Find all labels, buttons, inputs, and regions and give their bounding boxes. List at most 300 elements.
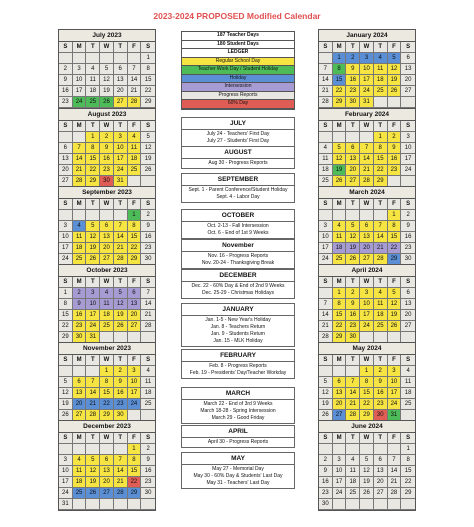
day-cell: 31 bbox=[59, 499, 73, 510]
weekday-label: F bbox=[388, 355, 402, 366]
day-cell: 20 bbox=[333, 399, 347, 410]
month-4 bbox=[58, 342, 156, 422]
day-cell: 18 bbox=[128, 154, 142, 165]
day-cell: 20 bbox=[346, 165, 360, 176]
day-cell: 14 bbox=[141, 299, 155, 310]
day-cell: 14 bbox=[86, 388, 100, 399]
panel-line: May 30 - 60% Day & Students' Last Day bbox=[193, 473, 283, 479]
day-cell: 16 bbox=[141, 232, 155, 243]
day-cell: 15 bbox=[388, 232, 402, 243]
day-cell: 29 bbox=[333, 97, 347, 108]
day-cell: 18 bbox=[86, 86, 100, 97]
day-cell: 3 bbox=[128, 366, 142, 377]
day-cell: 26 bbox=[59, 410, 73, 421]
month-title: September 2023 bbox=[59, 187, 155, 199]
panel-text bbox=[182, 186, 294, 202]
weekday-label: T bbox=[374, 199, 388, 210]
panel-line: Jan. 15 - MLK Holiday bbox=[213, 338, 263, 344]
ledger-row: Intersession bbox=[182, 83, 294, 92]
day-cell: 14 bbox=[114, 466, 128, 477]
day-cell: 4 bbox=[73, 455, 87, 466]
day-cell: 29 bbox=[59, 332, 73, 343]
weekday-label: W bbox=[100, 199, 114, 210]
day-cell: 11 bbox=[86, 75, 100, 86]
empty-cell bbox=[374, 444, 388, 455]
day-cell: 21 bbox=[86, 399, 100, 410]
day-cell: 26 bbox=[319, 410, 333, 421]
day-cell: 3 bbox=[401, 132, 415, 143]
day-cell: 8 bbox=[360, 377, 374, 388]
day-cell: 17 bbox=[333, 477, 347, 488]
day-cell: 15 bbox=[374, 154, 388, 165]
day-cell: 24 bbox=[73, 97, 87, 108]
day-cell: 22 bbox=[59, 321, 73, 332]
day-cell: 20 bbox=[114, 86, 128, 97]
day-cell: 19 bbox=[319, 399, 333, 410]
day-cell: 6 bbox=[59, 143, 73, 154]
day-cell: 27 bbox=[100, 254, 114, 265]
day-cell: 16 bbox=[100, 154, 114, 165]
month-9 bbox=[318, 264, 416, 344]
weekday-label: S bbox=[319, 199, 333, 210]
day-cell: 3 bbox=[360, 53, 374, 64]
weekday-label: S bbox=[319, 42, 333, 53]
empty-cell bbox=[100, 210, 114, 221]
day-cell: 6 bbox=[401, 288, 415, 299]
weekday-label: T bbox=[346, 433, 360, 444]
empty-cell bbox=[333, 444, 347, 455]
day-cell: 25 bbox=[141, 399, 155, 410]
day-cell: 28 bbox=[114, 488, 128, 499]
day-cell: 3 bbox=[73, 64, 87, 75]
day-cell: 25 bbox=[333, 254, 347, 265]
day-cell: 2 bbox=[141, 210, 155, 221]
weekday-label: T bbox=[86, 355, 100, 366]
day-cell: 17 bbox=[114, 154, 128, 165]
day-cell: 27 bbox=[346, 176, 360, 187]
day-cell: 4 bbox=[141, 366, 155, 377]
day-cell: 5 bbox=[59, 377, 73, 388]
day-cell: 6 bbox=[333, 377, 347, 388]
day-cell: 22 bbox=[128, 477, 142, 488]
panel-line: April 30 - Progress Reports bbox=[207, 439, 269, 445]
day-cell: 23 bbox=[388, 165, 402, 176]
day-cell: 15 bbox=[141, 75, 155, 86]
month-title: December 2023 bbox=[59, 421, 155, 433]
empty-cell bbox=[59, 444, 73, 455]
panel-header: OCTOBER bbox=[182, 210, 294, 222]
day-cell: 12 bbox=[100, 75, 114, 86]
day-cell: 30 bbox=[319, 499, 333, 510]
weekday-label: M bbox=[333, 121, 347, 132]
day-cell: 21 bbox=[73, 165, 87, 176]
empty-cell bbox=[333, 499, 347, 510]
day-cell: 27 bbox=[401, 86, 415, 97]
day-cell: 29 bbox=[128, 488, 142, 499]
day-cell: 25 bbox=[374, 86, 388, 97]
day-cell: 13 bbox=[374, 466, 388, 477]
panel-header: APRIL bbox=[182, 426, 294, 438]
panel-line: Nov. 20-24 - Thanksgiving Break bbox=[201, 260, 275, 266]
day-cell: 29 bbox=[360, 410, 374, 421]
day-cell: 3 bbox=[360, 288, 374, 299]
empty-cell bbox=[319, 132, 333, 143]
day-cell: 17 bbox=[388, 388, 402, 399]
day-cell: 18 bbox=[346, 477, 360, 488]
weekday-label: T bbox=[114, 121, 128, 132]
weekday-label: S bbox=[319, 355, 333, 366]
day-cell: 13 bbox=[333, 388, 347, 399]
panel-header: November bbox=[182, 240, 294, 252]
weekday-label: T bbox=[86, 42, 100, 53]
day-cell: 5 bbox=[388, 53, 402, 64]
day-cell: 10 bbox=[360, 299, 374, 310]
weekday-label: S bbox=[401, 277, 415, 288]
day-cell: 22 bbox=[141, 86, 155, 97]
empty-cell bbox=[114, 210, 128, 221]
empty-cell bbox=[319, 366, 333, 377]
month-title: March 2024 bbox=[319, 187, 415, 199]
day-cell: 28 bbox=[346, 410, 360, 421]
day-cell: 25 bbox=[73, 488, 87, 499]
day-cell: 24 bbox=[128, 399, 142, 410]
empty-cell bbox=[346, 210, 360, 221]
day-cell: 10 bbox=[114, 143, 128, 154]
empty-cell bbox=[388, 97, 402, 108]
day-cell: 5 bbox=[86, 455, 100, 466]
weekday-label: F bbox=[388, 199, 402, 210]
day-cell: 14 bbox=[319, 75, 333, 86]
day-cell: 14 bbox=[73, 154, 87, 165]
weekday-label: W bbox=[100, 277, 114, 288]
day-cell: 25 bbox=[73, 254, 87, 265]
empty-cell bbox=[374, 97, 388, 108]
day-cell: 16 bbox=[73, 310, 87, 321]
day-cell: 8 bbox=[128, 221, 142, 232]
day-cell: 26 bbox=[114, 321, 128, 332]
day-cell: 21 bbox=[114, 477, 128, 488]
weekday-label: W bbox=[360, 42, 374, 53]
day-cell: 4 bbox=[346, 455, 360, 466]
day-cell: 7 bbox=[319, 299, 333, 310]
month-0 bbox=[58, 29, 156, 120]
day-cell: 11 bbox=[401, 377, 415, 388]
weekday-label: T bbox=[86, 121, 100, 132]
empty-cell bbox=[114, 444, 128, 455]
month-1 bbox=[58, 108, 156, 188]
weekday-label: T bbox=[86, 277, 100, 288]
day-cell: 6 bbox=[114, 64, 128, 75]
panel-text bbox=[182, 400, 294, 423]
panel-line: March 18-28 - Spring Intersession bbox=[200, 408, 276, 414]
empty-cell bbox=[319, 444, 333, 455]
empty-cell bbox=[319, 210, 333, 221]
day-cell: 7 bbox=[360, 143, 374, 154]
day-cell: 17 bbox=[360, 75, 374, 86]
day-cell: 8 bbox=[128, 455, 142, 466]
day-cell: 23 bbox=[100, 165, 114, 176]
ledger-row: Teacher Work Day / Student Holiday bbox=[182, 66, 294, 75]
day-cell: 15 bbox=[333, 75, 347, 86]
day-cell: 25 bbox=[374, 321, 388, 332]
month-2 bbox=[58, 186, 156, 266]
weekday-label: T bbox=[346, 121, 360, 132]
day-cell: 22 bbox=[86, 165, 100, 176]
day-cell: 26 bbox=[360, 488, 374, 499]
day-cell: 23 bbox=[374, 399, 388, 410]
day-cell: 29 bbox=[128, 254, 142, 265]
day-cell: 25 bbox=[346, 488, 360, 499]
weekday-label: S bbox=[59, 42, 73, 53]
day-cell: 25 bbox=[86, 97, 100, 108]
day-cell: 14 bbox=[360, 154, 374, 165]
day-cell: 19 bbox=[388, 75, 402, 86]
day-cell: 15 bbox=[86, 154, 100, 165]
day-cell: 7 bbox=[114, 455, 128, 466]
day-cell: 9 bbox=[319, 466, 333, 477]
weekday-label: M bbox=[333, 42, 347, 53]
weekday-label: S bbox=[59, 199, 73, 210]
day-cell: 10 bbox=[59, 232, 73, 243]
panel-2 bbox=[181, 173, 295, 203]
day-cell: 20 bbox=[374, 477, 388, 488]
day-cell: 31 bbox=[114, 176, 128, 187]
empty-cell bbox=[114, 499, 128, 510]
weekday-label: T bbox=[86, 199, 100, 210]
empty-cell bbox=[141, 499, 155, 510]
day-cell: 5 bbox=[319, 377, 333, 388]
panel-text bbox=[182, 159, 294, 168]
day-cell: 24 bbox=[360, 321, 374, 332]
weekday-label: F bbox=[388, 277, 402, 288]
day-cell: 7 bbox=[319, 64, 333, 75]
panel-text bbox=[182, 282, 294, 298]
day-cell: 2 bbox=[319, 455, 333, 466]
day-cell: 23 bbox=[141, 477, 155, 488]
day-cell: 28 bbox=[388, 488, 402, 499]
day-cell: 10 bbox=[86, 299, 100, 310]
day-cell: 5 bbox=[141, 132, 155, 143]
day-cell: 4 bbox=[333, 221, 347, 232]
empty-cell bbox=[59, 210, 73, 221]
day-cell: 28 bbox=[86, 410, 100, 421]
day-cell: 19 bbox=[333, 165, 347, 176]
day-cell: 8 bbox=[141, 64, 155, 75]
weekday-label: T bbox=[374, 277, 388, 288]
weekday-label: W bbox=[360, 121, 374, 132]
panel-6 bbox=[181, 303, 295, 347]
day-cell: 27 bbox=[374, 488, 388, 499]
weekday-label: F bbox=[128, 199, 142, 210]
ledger-row: 60% Day bbox=[182, 100, 294, 109]
day-cell: 24 bbox=[388, 399, 402, 410]
panel-line: Oct. 6 - End of 1st 9 Weeks bbox=[207, 230, 269, 236]
weekday-label: T bbox=[374, 355, 388, 366]
day-cell: 14 bbox=[319, 310, 333, 321]
weekday-label: T bbox=[374, 121, 388, 132]
day-cell: 9 bbox=[141, 221, 155, 232]
empty-cell bbox=[333, 210, 347, 221]
day-cell: 17 bbox=[401, 154, 415, 165]
day-cell: 27 bbox=[401, 321, 415, 332]
ledger-box bbox=[181, 31, 295, 110]
day-cell: 13 bbox=[73, 388, 87, 399]
day-cell: 19 bbox=[100, 86, 114, 97]
weekday-label: M bbox=[73, 199, 87, 210]
day-cell: 12 bbox=[360, 466, 374, 477]
month-6 bbox=[318, 29, 416, 109]
day-cell: 1 bbox=[100, 366, 114, 377]
weekday-label: T bbox=[346, 42, 360, 53]
empty-cell bbox=[360, 444, 374, 455]
weekday-label: T bbox=[346, 355, 360, 366]
empty-cell bbox=[59, 132, 73, 143]
empty-cell bbox=[360, 210, 374, 221]
day-cell: 30 bbox=[374, 410, 388, 421]
day-cell: 6 bbox=[346, 143, 360, 154]
day-cell: 9 bbox=[401, 221, 415, 232]
day-cell: 3 bbox=[388, 366, 402, 377]
day-cell: 4 bbox=[86, 64, 100, 75]
day-cell: 26 bbox=[346, 254, 360, 265]
day-cell: 9 bbox=[346, 64, 360, 75]
day-cell: 9 bbox=[100, 143, 114, 154]
day-cell: 15 bbox=[100, 388, 114, 399]
day-cell: 28 bbox=[319, 97, 333, 108]
empty-cell bbox=[346, 366, 360, 377]
day-cell: 12 bbox=[59, 388, 73, 399]
day-cell: 24 bbox=[360, 86, 374, 97]
weekday-label: M bbox=[333, 277, 347, 288]
day-cell: 27 bbox=[333, 410, 347, 421]
weekday-label: W bbox=[100, 433, 114, 444]
day-cell: 7 bbox=[114, 221, 128, 232]
day-cell: 17 bbox=[73, 86, 87, 97]
day-cell: 19 bbox=[59, 399, 73, 410]
empty-cell bbox=[100, 444, 114, 455]
day-cell: 11 bbox=[374, 64, 388, 75]
day-cell: 19 bbox=[346, 243, 360, 254]
weekday-label: S bbox=[319, 277, 333, 288]
day-cell: 11 bbox=[346, 466, 360, 477]
day-cell: 6 bbox=[128, 288, 142, 299]
panel-line: May 27 - Memorial Day bbox=[212, 466, 264, 472]
day-cell: 7 bbox=[346, 377, 360, 388]
day-cell: 12 bbox=[141, 143, 155, 154]
panel-line: Oct. 2-13 - Fall Intersession bbox=[207, 223, 269, 229]
empty-cell bbox=[374, 499, 388, 510]
weekday-label: S bbox=[141, 355, 155, 366]
weekday-label: S bbox=[319, 433, 333, 444]
day-cell: 22 bbox=[401, 477, 415, 488]
day-cell: 9 bbox=[59, 75, 73, 86]
weekday-label: M bbox=[73, 121, 87, 132]
empty-cell bbox=[333, 366, 347, 377]
teacher-days-label: 187 Teacher Days bbox=[182, 32, 294, 41]
weekday-label: F bbox=[128, 433, 142, 444]
day-cell: 28 bbox=[319, 332, 333, 343]
day-cell: 3 bbox=[59, 455, 73, 466]
empty-cell bbox=[401, 499, 415, 510]
empty-cell bbox=[333, 132, 347, 143]
day-cell: 27 bbox=[360, 254, 374, 265]
weekday-label: T bbox=[86, 433, 100, 444]
weekday-label: W bbox=[100, 121, 114, 132]
ledger-row: Progress Reports bbox=[182, 92, 294, 101]
panel-line: May 31 - Teachers' Last Day bbox=[206, 480, 270, 486]
day-cell: 22 bbox=[388, 243, 402, 254]
weekday-label: S bbox=[401, 121, 415, 132]
day-cell: 21 bbox=[346, 399, 360, 410]
weekday-label: S bbox=[141, 42, 155, 53]
weekday-label: W bbox=[360, 277, 374, 288]
day-cell: 11 bbox=[73, 466, 87, 477]
weekday-label: M bbox=[73, 355, 87, 366]
empty-cell bbox=[128, 53, 142, 64]
day-cell: 6 bbox=[100, 455, 114, 466]
day-cell: 7 bbox=[141, 288, 155, 299]
day-cell: 20 bbox=[401, 310, 415, 321]
panel-line: Sept. 1 - Parent Conference/Student Holiday bbox=[188, 187, 288, 193]
empty-cell bbox=[86, 53, 100, 64]
day-cell: 24 bbox=[59, 488, 73, 499]
day-cell: 28 bbox=[128, 97, 142, 108]
panel-line: Jan. 1-5 - New Year's Holiday bbox=[205, 317, 271, 323]
weekday-label: F bbox=[128, 277, 142, 288]
weekday-label: T bbox=[114, 277, 128, 288]
day-cell: 30 bbox=[73, 332, 87, 343]
weekday-label: M bbox=[333, 355, 347, 366]
day-cell: 29 bbox=[333, 332, 347, 343]
weekday-label: M bbox=[73, 433, 87, 444]
empty-cell bbox=[388, 499, 402, 510]
day-cell: 28 bbox=[360, 176, 374, 187]
day-cell: 16 bbox=[141, 466, 155, 477]
day-cell: 24 bbox=[114, 165, 128, 176]
empty-cell bbox=[86, 210, 100, 221]
day-cell: 4 bbox=[128, 132, 142, 143]
empty-cell bbox=[86, 366, 100, 377]
day-cell: 22 bbox=[128, 243, 142, 254]
day-cell: 25 bbox=[100, 321, 114, 332]
weekday-label: S bbox=[59, 355, 73, 366]
day-cell: 29 bbox=[141, 97, 155, 108]
day-cell: 21 bbox=[114, 243, 128, 254]
day-cell: 9 bbox=[374, 377, 388, 388]
day-cell: 27 bbox=[100, 488, 114, 499]
empty-cell bbox=[128, 499, 142, 510]
empty-cell bbox=[346, 132, 360, 143]
day-cell: 2 bbox=[141, 444, 155, 455]
day-cell: 31 bbox=[86, 332, 100, 343]
panel-7 bbox=[181, 349, 295, 379]
day-cell: 12 bbox=[388, 299, 402, 310]
day-cell: 22 bbox=[374, 165, 388, 176]
day-cell: 12 bbox=[388, 64, 402, 75]
day-cell: 5 bbox=[86, 221, 100, 232]
weekday-label: S bbox=[401, 199, 415, 210]
day-cell: 9 bbox=[346, 299, 360, 310]
weekday-label: M bbox=[333, 433, 347, 444]
day-cell: 20 bbox=[100, 477, 114, 488]
day-cell: 7 bbox=[374, 221, 388, 232]
weekday-label: F bbox=[388, 42, 402, 53]
day-cell: 7 bbox=[73, 143, 87, 154]
day-cell: 1 bbox=[333, 288, 347, 299]
day-cell: 26 bbox=[86, 488, 100, 499]
day-cell: 21 bbox=[374, 243, 388, 254]
ledger-rows bbox=[182, 58, 294, 109]
